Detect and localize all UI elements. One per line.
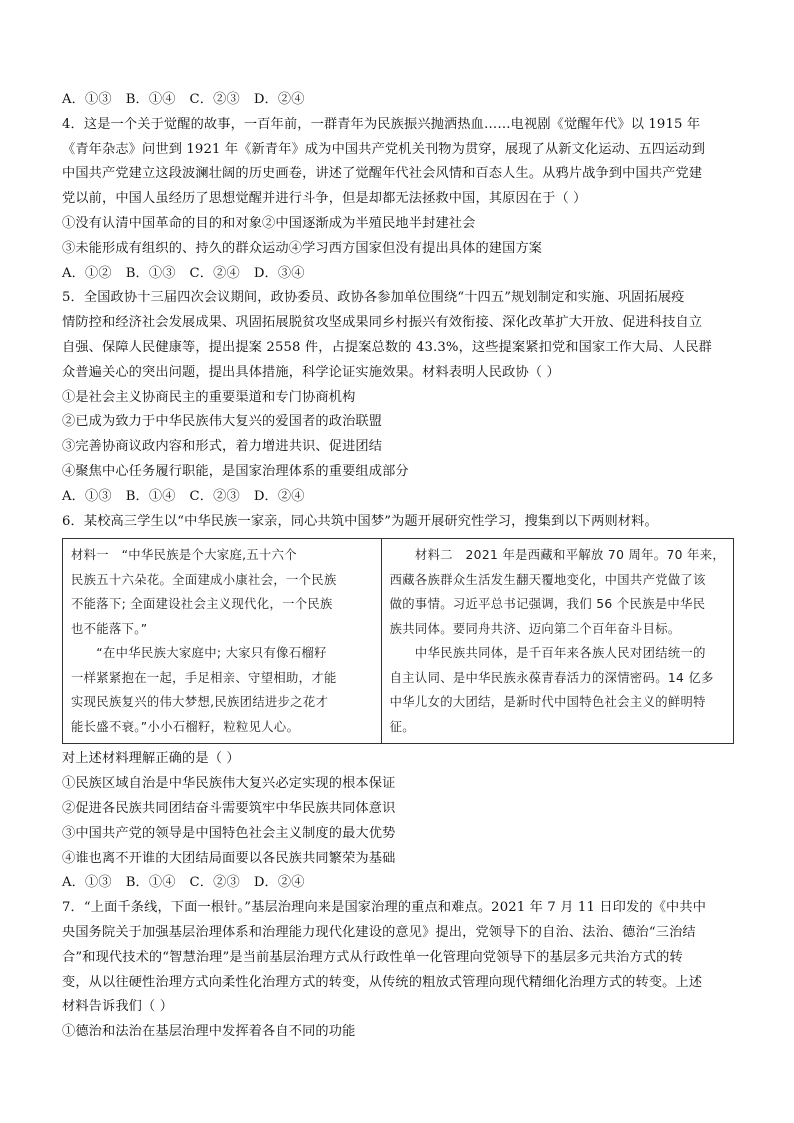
q5-option-d[interactable]: D．②④ [253, 488, 305, 504]
q6-option-d[interactable]: D．②④ [253, 875, 305, 891]
q3-option-d[interactable]: D．②④ [253, 92, 305, 107]
q5-item: ④聚焦中心任务履行职能，是国家治理体系的重要组成部分 [62, 463, 409, 479]
material-2-line: 征。 [389, 719, 415, 734]
q4-options [62, 262, 734, 287]
q4-option-c[interactable]: C．②④ [189, 265, 240, 281]
question-4 [62, 113, 734, 287]
q5-options [62, 485, 734, 510]
q6-options [62, 871, 734, 896]
material-2-line: 自主认同、是中华民族永葆青春活力的深情密码。14 亿多 [389, 670, 714, 685]
material-2-line: 族共同体。要同舟共济、迈向第二个百年奋斗目标。 [389, 621, 681, 636]
material-1-cell [63, 539, 382, 744]
material-1-line: 材料一 “中华民族是个大家庭,五十六个 [71, 548, 297, 563]
q7-stem-line: 合”和现代技术的“智慧治理”是当前基层治理方式从行政性单一化管理向党领导下的基层多元共治方式的转 [62, 949, 683, 965]
q6-option-b[interactable]: B．①④ [125, 875, 176, 891]
material-2-line: 做的事情。习近平总书记强调，我们 56 个民族是中华民 [389, 597, 706, 612]
q5-option-b[interactable]: B．①④ [125, 488, 176, 504]
q5-stem-line: 众普遍关心的突出问题，提出具体措施，科学论证实施效果。材料表明人民政协（ ） [62, 364, 560, 380]
q3-option-c[interactable]: C．②③ [189, 92, 240, 107]
q4-item: ①没有认清中国革命的目的和对象②中国逐渐成为半殖民地半封建社会 [62, 215, 476, 231]
q7-stem-line: 变，从以往硬性治理方式向柔性化治理方式的转变，从传统的粗放式管理向现代精细化治理方式的转变。上述 [62, 974, 703, 990]
q7-item: ①德治和法治在基层治理中发挥着各自不同的功能 [62, 1024, 356, 1040]
q5-item: ②已成为致力于中华民族伟大复兴的爱国者的政治联盟 [62, 414, 383, 430]
q5-option-c[interactable]: C．②③ [189, 488, 240, 504]
q3-option-b[interactable]: B．①④ [125, 92, 176, 107]
q4-stem-line: 4．这是一个关于觉醒的故事，一百年前，一群青年为民族振兴抛洒热血……电视剧《觉醒年代》以 1915 年 [62, 116, 701, 132]
q6-option-a[interactable]: A．①③ [62, 875, 112, 891]
q6-stem: 6．某校高三学生以“中华民族一家亲，同心共筑中国梦”为题开展研究性学习，搜集到以下两则材料。 [62, 513, 658, 529]
q6-item: ③中国共产党的领导是中国特色社会主义制度的最大优势 [62, 825, 396, 841]
q4-stem-line: 党以前，中国人虽经历了思想觉醒并进行斗争，但是却都无法拯救中国，其原因在于（ ） [62, 191, 587, 207]
q7-stem-line: 7．“上面千条线，下面一根针。”基层治理向来是国家治理的重点和难点。2021 年 7 月 11 日印发的《中共中 [62, 900, 707, 916]
q6-question: 对上述材料理解正确的是（ ） [62, 751, 240, 767]
question-6 [62, 510, 734, 897]
material-1-line: “在中华民族大家庭中; 大家只有像石榴籽 [71, 646, 327, 661]
material-2-line: 中华儿女的大团结，是新时代中国特色社会主义的鲜明特 [389, 695, 706, 710]
q4-stem-line: 《青年杂志》问世到 1921 年《新青年》成为中国共产党机关刊物为贯穿，展现了从新文化运动、五四运动到 [62, 141, 706, 157]
material-2-line: 西藏各族群众生活发生翻天覆地变化，中国共产党做了该 [389, 572, 706, 587]
material-1-line: 民族五十六朵花。全面建成小康社会，一个民族 [71, 572, 337, 587]
material-2-line: 材料二 2021 年是西藏和平解放 70 周年。70 年来， [389, 548, 725, 563]
material-1-line: 实现民族复兴的伟大梦想,民族团结进步之花才 [71, 695, 329, 710]
q4-item: ③未能形成有组织的、持久的群众运动④学习西方国家但没有提出具体的建国方案 [62, 240, 543, 256]
material-1-line: 能长盛不衰。”小小石榴籽，粒粒见人心。 [71, 719, 300, 734]
material-1-line: 不能落下; 全面建设社会主义现代化，一个民族 [71, 597, 333, 612]
q5-option-a[interactable]: A．①③ [62, 488, 112, 504]
material-1-line: 一样紧紧抱在一起，手足相亲、守望相助，才能 [71, 670, 337, 685]
q7-stem-line: 央国务院关于加强基层治理体系和治理能力现代化建设的意见》提出，党领导下的自治、法治、德治“三治结 [62, 924, 696, 940]
q4-option-d[interactable]: D．③④ [253, 265, 305, 281]
q5-item: ①是社会主义协商民主的重要渠道和专门协商机构 [62, 389, 356, 405]
material-2-line: 中华民族共同体，是千百年来各族人民对团结统一的 [389, 646, 706, 661]
q4-option-b[interactable]: B．①③ [125, 265, 176, 281]
q7-stem-line: 材料告诉我们（ ） [62, 999, 174, 1015]
q3-option-a[interactable]: A．①③ [62, 92, 112, 107]
material-2-cell [381, 539, 733, 744]
exam-page [62, 88, 734, 1045]
q3-options [62, 88, 734, 113]
q5-item: ③完善协商议政内容和形式，着力增进共识、促进团结 [62, 439, 383, 455]
q6-option-c[interactable]: C．②③ [189, 875, 240, 891]
q6-item: ①民族区域自治是中华民族伟大复兴必定实现的根本保证 [62, 776, 396, 792]
q6-item: ②促进各民族共同团结奋斗需要筑牢中华民族共同体意识 [62, 800, 396, 816]
q5-stem-line: 5．全国政协十三届四次会议期间，政协委员、政协各参加单位围绕“十四五”规划制定和实施、巩固拓展疫 [62, 290, 685, 306]
question-5 [62, 286, 734, 509]
q5-stem-line: 自强、保障人民健康等，提出提案 2558 件，占提案总数的 43.3%，这些提案紧扣党和国家工作大局、人民群 [62, 339, 713, 355]
q4-option-a[interactable]: A．①② [62, 265, 112, 281]
question-7 [62, 896, 734, 1045]
materials-table [62, 538, 734, 744]
q6-item: ④谁也离不开谁的大团结局面要以各民族共同繁荣为基础 [62, 850, 396, 866]
q5-stem-line: 情防控和经济社会发展成果、巩固拓展脱贫攻坚成果同乡村振兴有效衔接、深化改革扩大开放、促进科技自立 [62, 315, 703, 331]
material-1-line: 也不能落下。” [71, 621, 148, 636]
q4-stem-line: 中国共产党建立这段波澜壮阔的历史画卷，讲述了觉醒年代社会风情和百态人生。从鸦片战争到中国共产党建 [62, 166, 703, 182]
